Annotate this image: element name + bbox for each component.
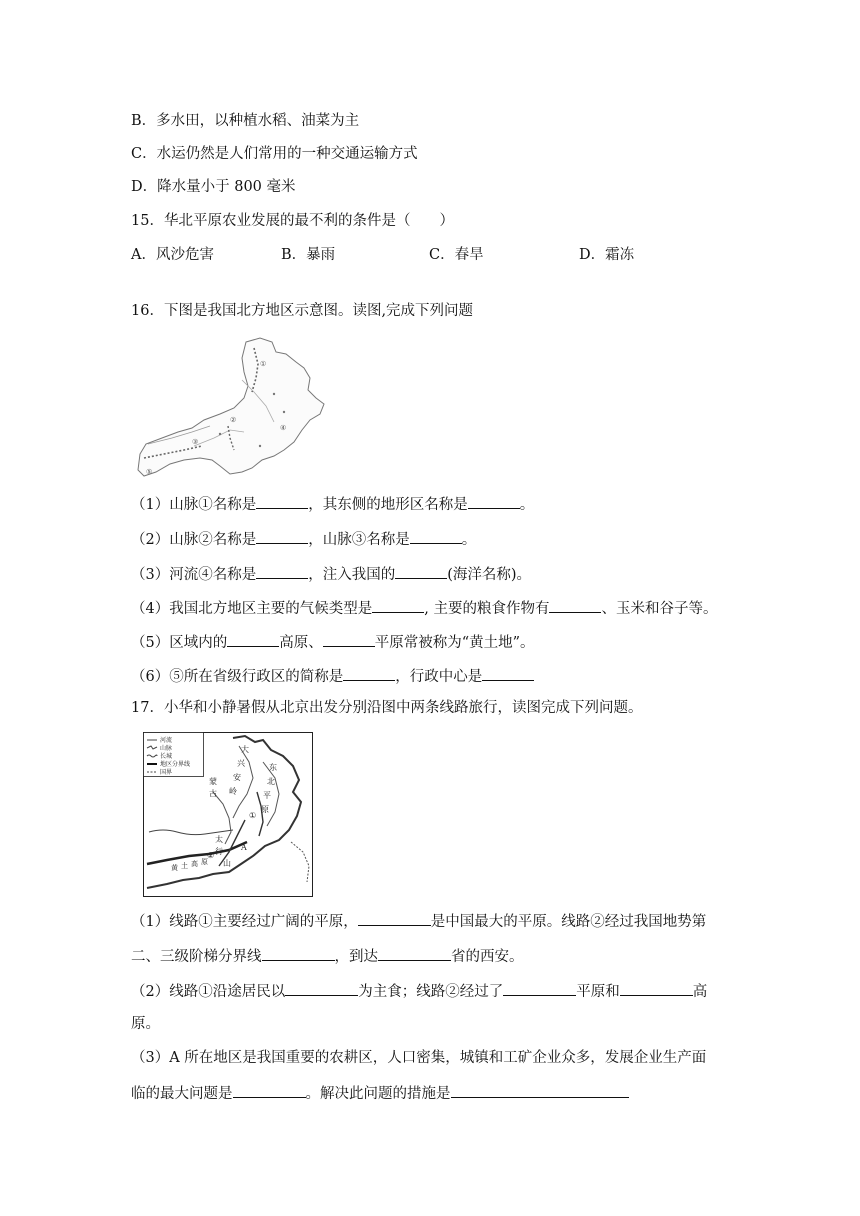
q16-s5-text-b: 高原、 <box>279 635 323 651</box>
answer-blank[interactable] <box>227 630 279 647</box>
q17-s1-text-e: 省的西安。 <box>451 949 524 965</box>
map-label-meng: 蒙 <box>209 777 217 786</box>
answer-blank[interactable] <box>343 664 395 681</box>
answer-blank[interactable] <box>323 630 375 647</box>
q16-s3-text-c: (海洋名称)。 <box>447 567 532 583</box>
q16-subq-1 <box>131 492 534 516</box>
map-label-2: ② <box>230 416 237 424</box>
q16-subq-5 <box>131 630 535 654</box>
q16-s5-text-c: 平原常被称为“黄土地”。 <box>374 635 535 651</box>
map-label-ping: 平 <box>263 791 271 800</box>
q16-s6-text-b: ，行政中心是 <box>395 669 483 685</box>
map-label-5: ⑤ <box>146 468 153 476</box>
q15-option-a: A．风沙危害 <box>131 247 214 263</box>
q16-s3-text-a: （3）河流④名称是 <box>131 567 257 583</box>
map-label-hang: 行 <box>215 847 223 856</box>
map-label-tu: 土 <box>181 862 188 870</box>
q16-s1-text-c: 。 <box>519 497 535 513</box>
map-label-ling: 岭 <box>229 787 237 796</box>
map-label-yuan: 原 <box>261 805 269 814</box>
q17-s1-text-a: （1）线路①主要经过广阔的平原， <box>131 914 358 930</box>
answer-blank[interactable] <box>620 979 693 996</box>
legend-river: 河流 <box>160 737 173 744</box>
answer-blank[interactable] <box>358 909 431 926</box>
q15-stem: 15．华北平原农业发展的最不利的条件是（ ） <box>131 213 454 229</box>
map-label-route-1: ① <box>249 811 257 820</box>
map-label-yuan2: 原 <box>201 858 208 866</box>
north-china-map <box>134 334 328 480</box>
q16-s4-text-a: （4）我国北方地区主要的气候类型是 <box>131 601 373 617</box>
q17-subq-1-line-2 <box>131 944 524 968</box>
legend-national-border: 国界 <box>160 769 173 776</box>
map-label-a: A <box>241 843 247 852</box>
q17-subq-2-line-2: 原。 <box>131 1016 160 1032</box>
q16-s4-text-c: 、玉米和谷子等。 <box>601 601 718 617</box>
q16-s1-text-b: ，其东侧的地形区名称是 <box>308 497 468 513</box>
answer-blank[interactable] <box>503 979 576 996</box>
q17-s1-text-c: 二、三级阶梯分界线 <box>131 949 262 965</box>
q16-s4-text-b: , 主要的粮食作物有 <box>424 601 550 617</box>
q15-option-b: B．暴雨 <box>281 247 336 263</box>
answer-blank[interactable] <box>372 596 424 613</box>
q15-options <box>131 244 634 266</box>
map-label-bei: 北 <box>267 777 275 786</box>
q17-s1-text-d: ，到达 <box>334 949 378 965</box>
legend-great-wall: 长城 <box>160 753 173 760</box>
q16-s5-text-a: （5）区域内的 <box>131 635 228 651</box>
answer-blank[interactable] <box>233 1081 306 1098</box>
legend-region-boundary: 地区分界线 <box>160 761 191 768</box>
q16-s3-text-b: ，注入我国的 <box>308 567 396 583</box>
q17-subq-3-line-1: （3）A 所在地区是我国重要的农耕区，人口密集，城镇和工矿企业众多，发展企业生产面 <box>131 1050 707 1066</box>
q17-s3-text-b: 。解决此问题的措施是 <box>305 1086 451 1102</box>
answer-blank[interactable] <box>549 596 601 613</box>
q17-s2-text-b: 为主食；线路②经过了 <box>358 984 504 1000</box>
q17-subq-2-line-1 <box>131 979 707 1003</box>
answer-blank[interactable] <box>285 979 358 996</box>
legend-mountain: 山脉 <box>160 745 173 752</box>
q17-stem: 17．小华和小静暑假从北京出发分别沿图中两条线路旅行，读图完成下列问题。 <box>131 700 643 716</box>
q17-s2-text-a: （2）线路①沿途居民以 <box>131 984 286 1000</box>
q16-subq-2 <box>131 527 476 551</box>
map-label-3: ③ <box>192 438 199 446</box>
answer-blank[interactable] <box>262 944 335 961</box>
route-map <box>143 732 313 897</box>
map-label-da: 大 <box>241 745 249 754</box>
answer-blank[interactable] <box>482 664 534 681</box>
map-label-route-2: ② <box>207 851 215 860</box>
map-label-xing: 兴 <box>237 759 245 768</box>
map-label-gao: 高 <box>191 860 198 868</box>
q16-s2-text-c: 。 <box>461 532 477 548</box>
q17-s2-text-d: 高 <box>692 984 708 1000</box>
answer-blank[interactable] <box>468 492 520 509</box>
answer-blank[interactable] <box>378 944 451 961</box>
map-label-dong: 东 <box>269 763 277 772</box>
answer-blank[interactable] <box>256 562 308 579</box>
map-label-shan: 山 <box>223 859 231 868</box>
q14-option-c: C．水运仍然是人们常用的一种交通运输方式 <box>131 146 418 162</box>
q16-subq-4 <box>131 596 717 620</box>
map-label-gu: 古 <box>209 789 217 798</box>
answer-blank[interactable] <box>395 562 447 579</box>
q16-s2-text-a: （2）山脉②名称是 <box>131 532 257 548</box>
q17-s1-text-b: 是中国最大的平原。线路②经过我国地势第 <box>430 914 707 930</box>
q14-option-b: B．多水田，以种植水稻、油菜为主 <box>131 113 360 129</box>
q17-subq-3-line-2 <box>131 1081 629 1105</box>
q17-s3-text-a: 临的最大问题是 <box>131 1086 233 1102</box>
map-label-4: ④ <box>280 424 287 432</box>
q17-subq-1-line-1 <box>131 909 706 933</box>
q17-s2-text-c: 平原和 <box>576 984 620 1000</box>
q14-option-d: D．降水量小于 800 毫米 <box>131 179 296 195</box>
map-label-an: 安 <box>233 773 241 782</box>
answer-blank[interactable] <box>256 527 308 544</box>
q16-stem: 16．下图是我国北方地区示意图。读图,完成下列问题 <box>131 303 474 319</box>
q16-s6-text-a: （6）⑤所在省级行政区的简称是 <box>131 669 344 685</box>
map-label-1: ① <box>260 360 267 368</box>
map-label-tai: 太 <box>215 835 223 844</box>
q16-subq-3 <box>131 562 531 586</box>
answer-blank[interactable] <box>410 527 462 544</box>
answer-blank[interactable] <box>451 1081 629 1098</box>
answer-blank[interactable] <box>256 492 308 509</box>
map-label-huang: 黄 <box>171 864 178 872</box>
q15-option-d: D．霜冻 <box>579 247 635 263</box>
q16-s1-text-a: （1）山脉①名称是 <box>131 497 257 513</box>
q16-s2-text-b: ，山脉③名称是 <box>308 532 410 548</box>
q16-subq-6 <box>131 664 534 688</box>
q15-option-c: C．春旱 <box>429 247 484 263</box>
